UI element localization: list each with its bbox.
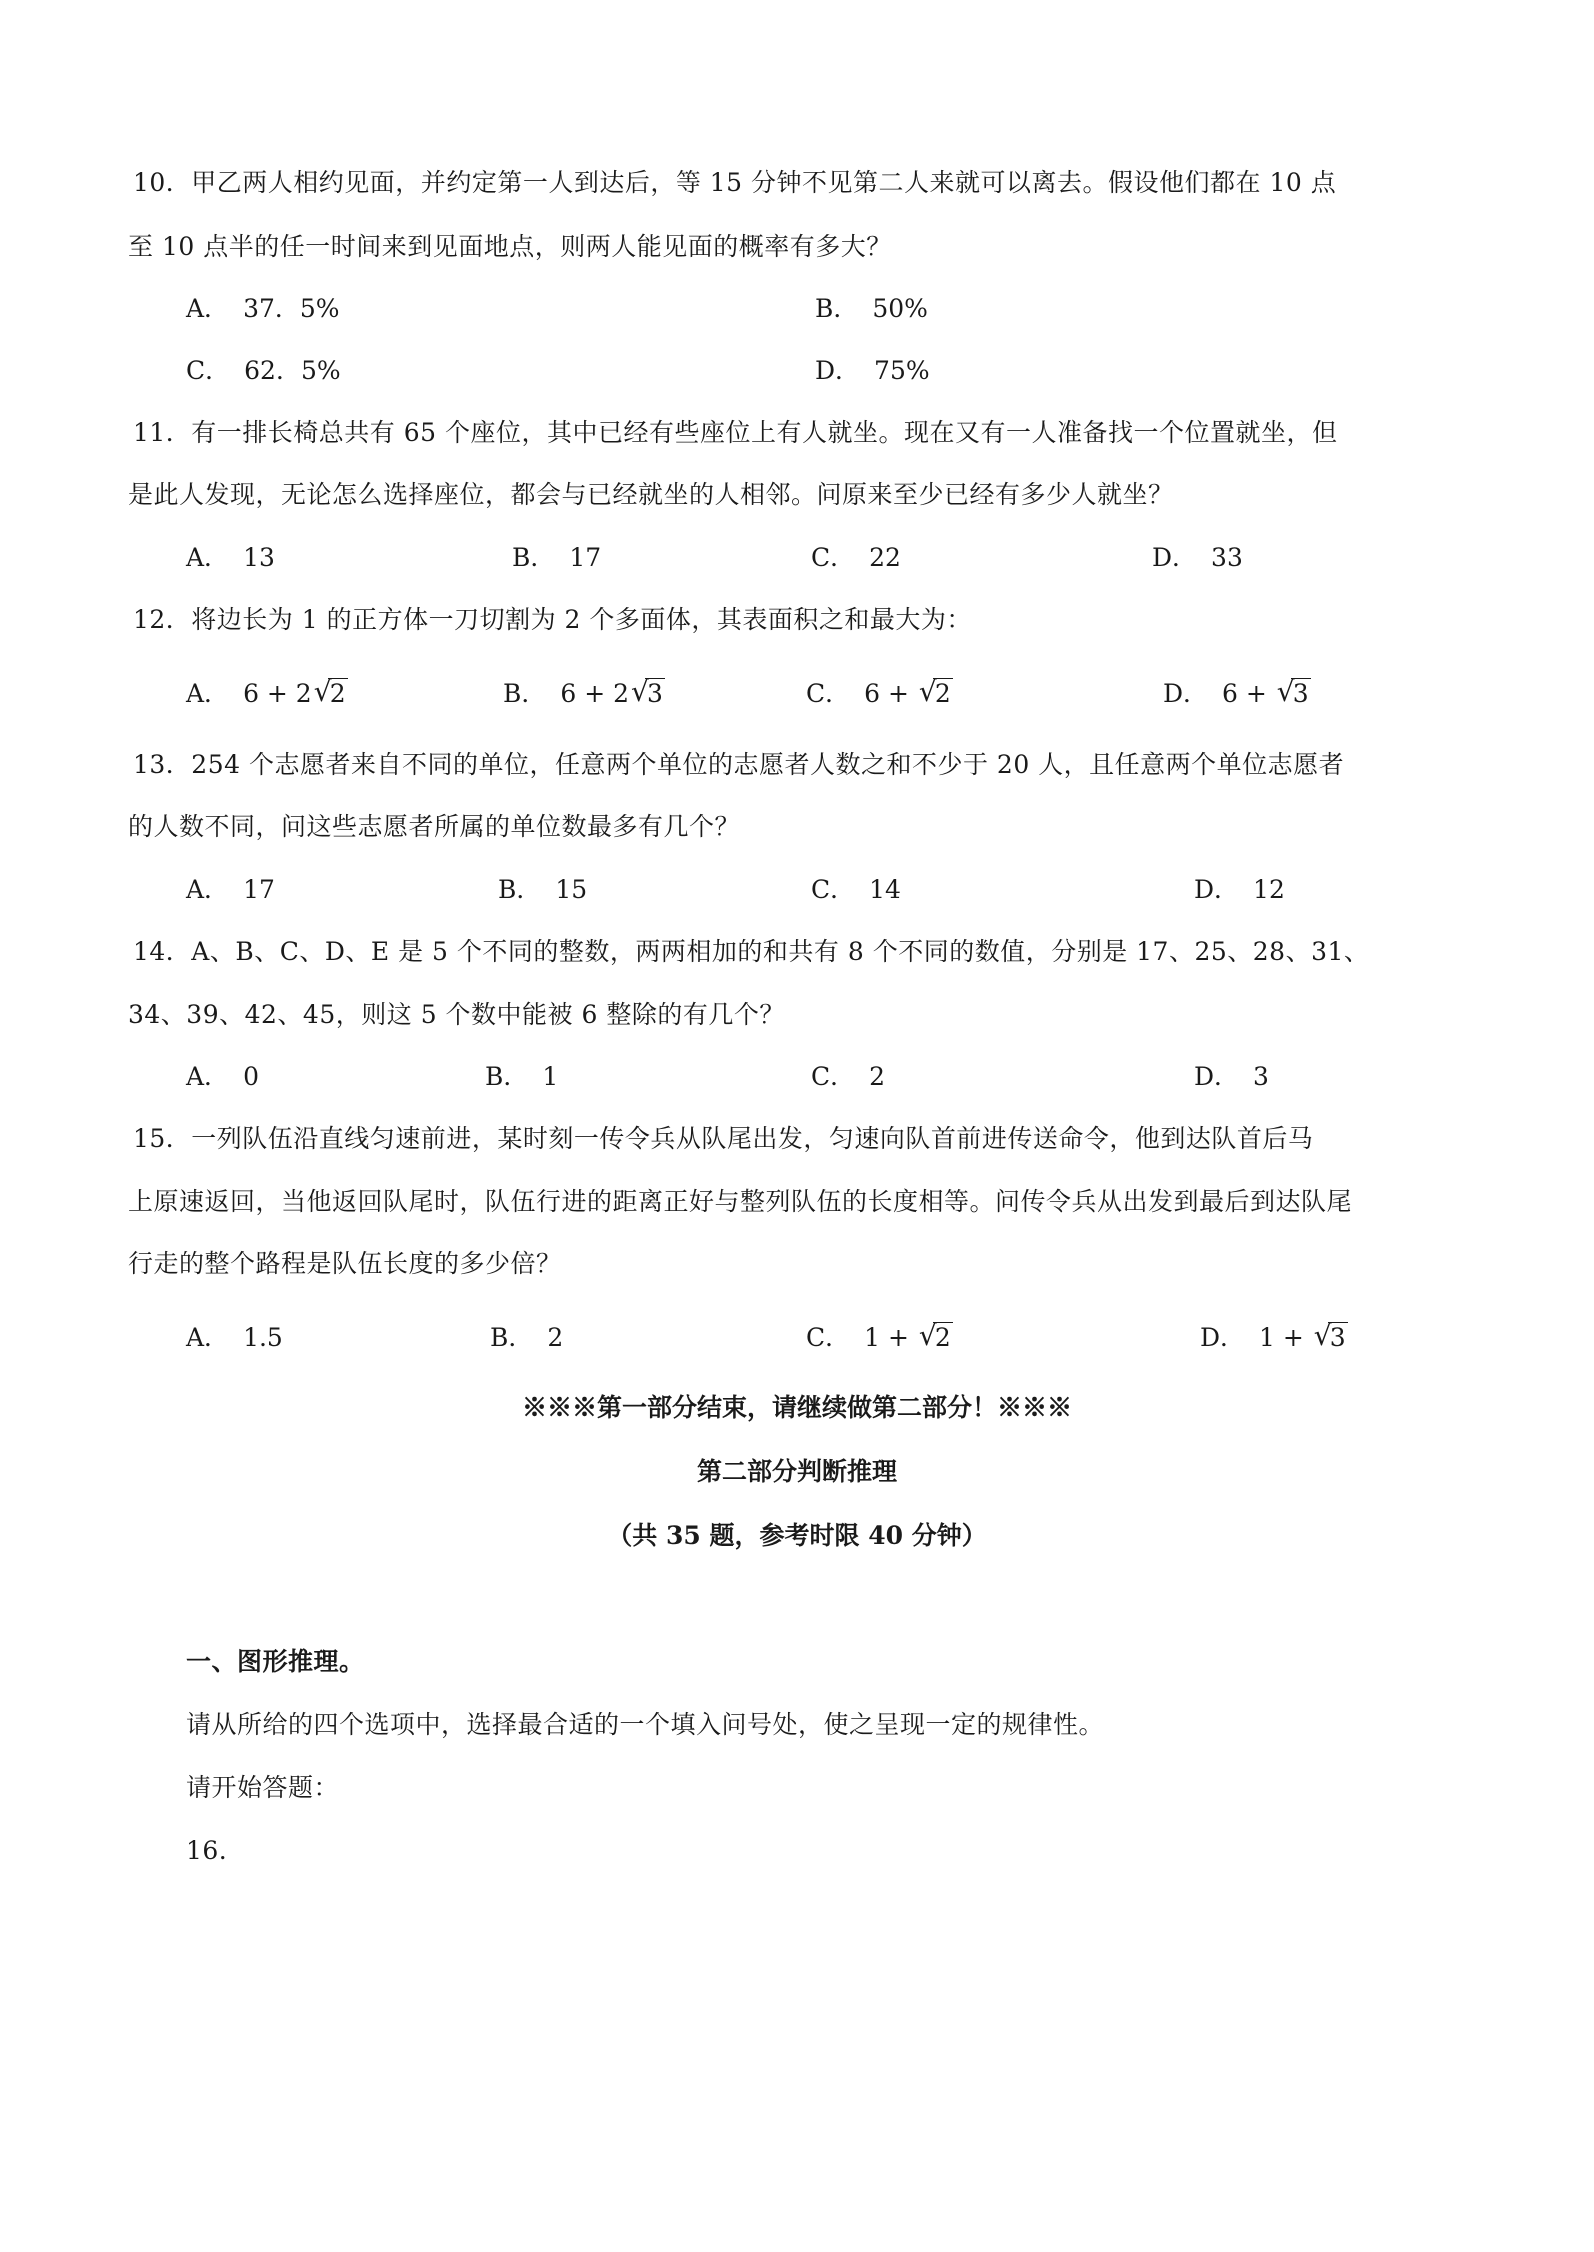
option-label: D． bbox=[1152, 543, 1198, 572]
radicand: 2 bbox=[934, 1323, 951, 1352]
q15-option-d[interactable] bbox=[1200, 1321, 1348, 1355]
q11-option-d[interactable] bbox=[1152, 541, 1243, 575]
option-math-prefix: 1 + bbox=[1259, 1323, 1312, 1352]
option-label: A． bbox=[186, 1323, 230, 1352]
option-label: A． bbox=[186, 1062, 230, 1091]
q12-line1: 12．将边长为 1 的正方体一刀切割为 2 个多面体，其表面积之和最大为： bbox=[133, 605, 972, 634]
option-label: A． bbox=[186, 294, 230, 323]
option-math-prefix: 6 + 2 bbox=[560, 679, 630, 708]
q10-option-b[interactable] bbox=[815, 292, 928, 326]
option-math-prefix: 6 + bbox=[864, 679, 917, 708]
q11-line2: 是此人发现，无论怎么选择座位，都会与已经就坐的人相邻。问原来至少已经有多少人就坐？ bbox=[128, 480, 1174, 509]
option-label: D． bbox=[815, 356, 861, 385]
q15-option-a[interactable] bbox=[186, 1321, 283, 1355]
option-label: B． bbox=[490, 1323, 534, 1352]
option-text: 50% bbox=[872, 294, 928, 323]
radicand: 3 bbox=[1329, 1323, 1346, 1352]
radicand: 3 bbox=[1292, 679, 1309, 708]
option-label: C． bbox=[806, 1323, 851, 1352]
option-label: D． bbox=[1163, 679, 1209, 708]
option-label: B． bbox=[485, 1062, 529, 1091]
q12-option-b[interactable] bbox=[503, 677, 665, 711]
option-text: 17 bbox=[569, 543, 602, 572]
q13-option-a[interactable] bbox=[186, 873, 275, 907]
option-math-prefix: 1 + bbox=[864, 1323, 917, 1352]
q11-option-b[interactable] bbox=[512, 541, 601, 575]
q16-number: 16. bbox=[186, 1836, 228, 1865]
part2-title: 第二部分判断推理 bbox=[696, 1457, 897, 1486]
sqrt-symbol: √ 3 bbox=[1276, 675, 1309, 708]
option-text: 62．5% bbox=[244, 356, 341, 385]
q13-line2: 的人数不同，问这些志愿者所属的单位数最多有几个？ bbox=[128, 812, 741, 841]
option-text: 1.5 bbox=[243, 1323, 283, 1352]
q15-line2: 上原速返回，当他返回队尾时，队伍行进的距离正好与整列队伍的长度相等。问传令兵从出发到最后到达队尾 bbox=[128, 1187, 1353, 1216]
option-label: C． bbox=[811, 875, 856, 904]
option-text: 13 bbox=[243, 543, 275, 572]
option-text: 14 bbox=[869, 875, 901, 904]
q15-line3: 行走的整个路程是队伍长度的多少倍？ bbox=[128, 1249, 562, 1278]
option-text: 37．5% bbox=[243, 294, 340, 323]
radicand: 2 bbox=[329, 679, 346, 708]
q10-option-a[interactable] bbox=[186, 292, 340, 326]
sub-heading: 一、图形推理。 bbox=[186, 1647, 365, 1676]
option-text: 3 bbox=[1253, 1062, 1269, 1091]
q14-option-c[interactable] bbox=[811, 1060, 885, 1094]
option-label: D． bbox=[1194, 875, 1240, 904]
option-label: D． bbox=[1200, 1323, 1246, 1352]
option-label: A． bbox=[186, 875, 230, 904]
q10-line2: 至 10 点半的任一时间来到见面地点，则两人能见面的概率有多大？ bbox=[128, 232, 892, 261]
option-text: 12 bbox=[1253, 875, 1285, 904]
option-label: A． bbox=[186, 679, 230, 708]
option-text: 17 bbox=[243, 875, 275, 904]
sqrt-symbol: √ 3 bbox=[1313, 1319, 1346, 1352]
q15-option-b[interactable] bbox=[490, 1321, 563, 1355]
option-text: 1 bbox=[542, 1062, 559, 1091]
q11-option-c[interactable] bbox=[811, 541, 901, 575]
option-label: B． bbox=[498, 875, 542, 904]
q14-option-b[interactable] bbox=[485, 1060, 558, 1094]
sqrt-symbol: √ 2 bbox=[313, 675, 346, 708]
option-label: A． bbox=[186, 543, 230, 572]
option-text: 2 bbox=[869, 1062, 886, 1091]
section-end-notice: ※※※第一部分结束，请继续做第二部分！※※※ bbox=[521, 1393, 1072, 1422]
q12-option-c[interactable] bbox=[806, 677, 953, 711]
option-text: 0 bbox=[243, 1062, 259, 1091]
option-label: D． bbox=[1194, 1062, 1240, 1091]
radicand: 3 bbox=[647, 679, 663, 708]
start-prompt: 请开始答题： bbox=[186, 1773, 340, 1802]
option-math-prefix: 6 + bbox=[1222, 679, 1275, 708]
option-text: 22 bbox=[869, 543, 901, 572]
q15-option-c[interactable] bbox=[806, 1321, 953, 1355]
q14-option-d[interactable] bbox=[1194, 1060, 1269, 1094]
option-label: B． bbox=[503, 679, 547, 708]
sqrt-symbol: √ 2 bbox=[918, 1319, 951, 1352]
q12-option-d[interactable] bbox=[1163, 677, 1311, 711]
option-label: C． bbox=[186, 356, 231, 385]
q13-option-b[interactable] bbox=[498, 873, 587, 907]
sqrt-symbol: √ 2 bbox=[918, 675, 951, 708]
option-label: B． bbox=[512, 543, 556, 572]
q13-line1: 13．254 个志愿者来自不同的单位，任意两个单位的志愿者人数之和不少于 20 人，且任意两个单位志愿者 bbox=[133, 750, 1345, 779]
option-label: C． bbox=[811, 1062, 856, 1091]
q15-line1: 15．一列队伍沿直线匀速前进，某时刻一传令兵从队尾出发，匀速向队首前进传送命令，他到达队首后马 bbox=[133, 1124, 1314, 1153]
radicand: 2 bbox=[934, 679, 951, 708]
q10-option-c[interactable] bbox=[186, 354, 341, 388]
option-label: C． bbox=[806, 679, 851, 708]
q10-option-d[interactable] bbox=[815, 354, 930, 388]
option-text: 15 bbox=[555, 875, 588, 904]
option-text: 33 bbox=[1211, 543, 1243, 572]
option-label: C． bbox=[811, 543, 856, 572]
part2-subtitle: （共 35 题，参考时限 40 分钟） bbox=[607, 1521, 987, 1550]
option-text: 2 bbox=[547, 1323, 564, 1352]
q13-option-d[interactable] bbox=[1194, 873, 1285, 907]
q14-line2: 34、39、42、45，则这 5 个数中能被 6 整除的有几个？ bbox=[128, 1000, 785, 1029]
option-math-prefix: 6 + 2 bbox=[243, 679, 312, 708]
q11-line1: 11．有一排长椅总共有 65 个座位，其中已经有些座位上有人就坐。现在又有一人准备找一个位置就坐，但 bbox=[133, 418, 1338, 447]
instruction: 请从所给的四个选项中，选择最合适的一个填入问号处，使之呈现一定的规律性。 bbox=[186, 1710, 1105, 1739]
sqrt-symbol: √ 3 bbox=[631, 675, 663, 708]
q10-line1: 10．甲乙两人相约见面，并约定第一人到达后，等 15 分钟不见第二人来就可以离去。假设他们都在 10 点 bbox=[133, 168, 1337, 197]
q14-line1: 14．A、B、C、D、E 是 5 个不同的整数，两两相加的和共有 8 个不同的数值，分别是 17、25、28、31、 bbox=[133, 937, 1370, 966]
q13-option-c[interactable] bbox=[811, 873, 901, 907]
q14-option-a[interactable] bbox=[186, 1060, 259, 1094]
q11-option-a[interactable] bbox=[186, 541, 275, 575]
option-label: B． bbox=[815, 294, 859, 323]
option-text: 75% bbox=[874, 356, 930, 385]
q12-option-a[interactable] bbox=[186, 677, 348, 711]
